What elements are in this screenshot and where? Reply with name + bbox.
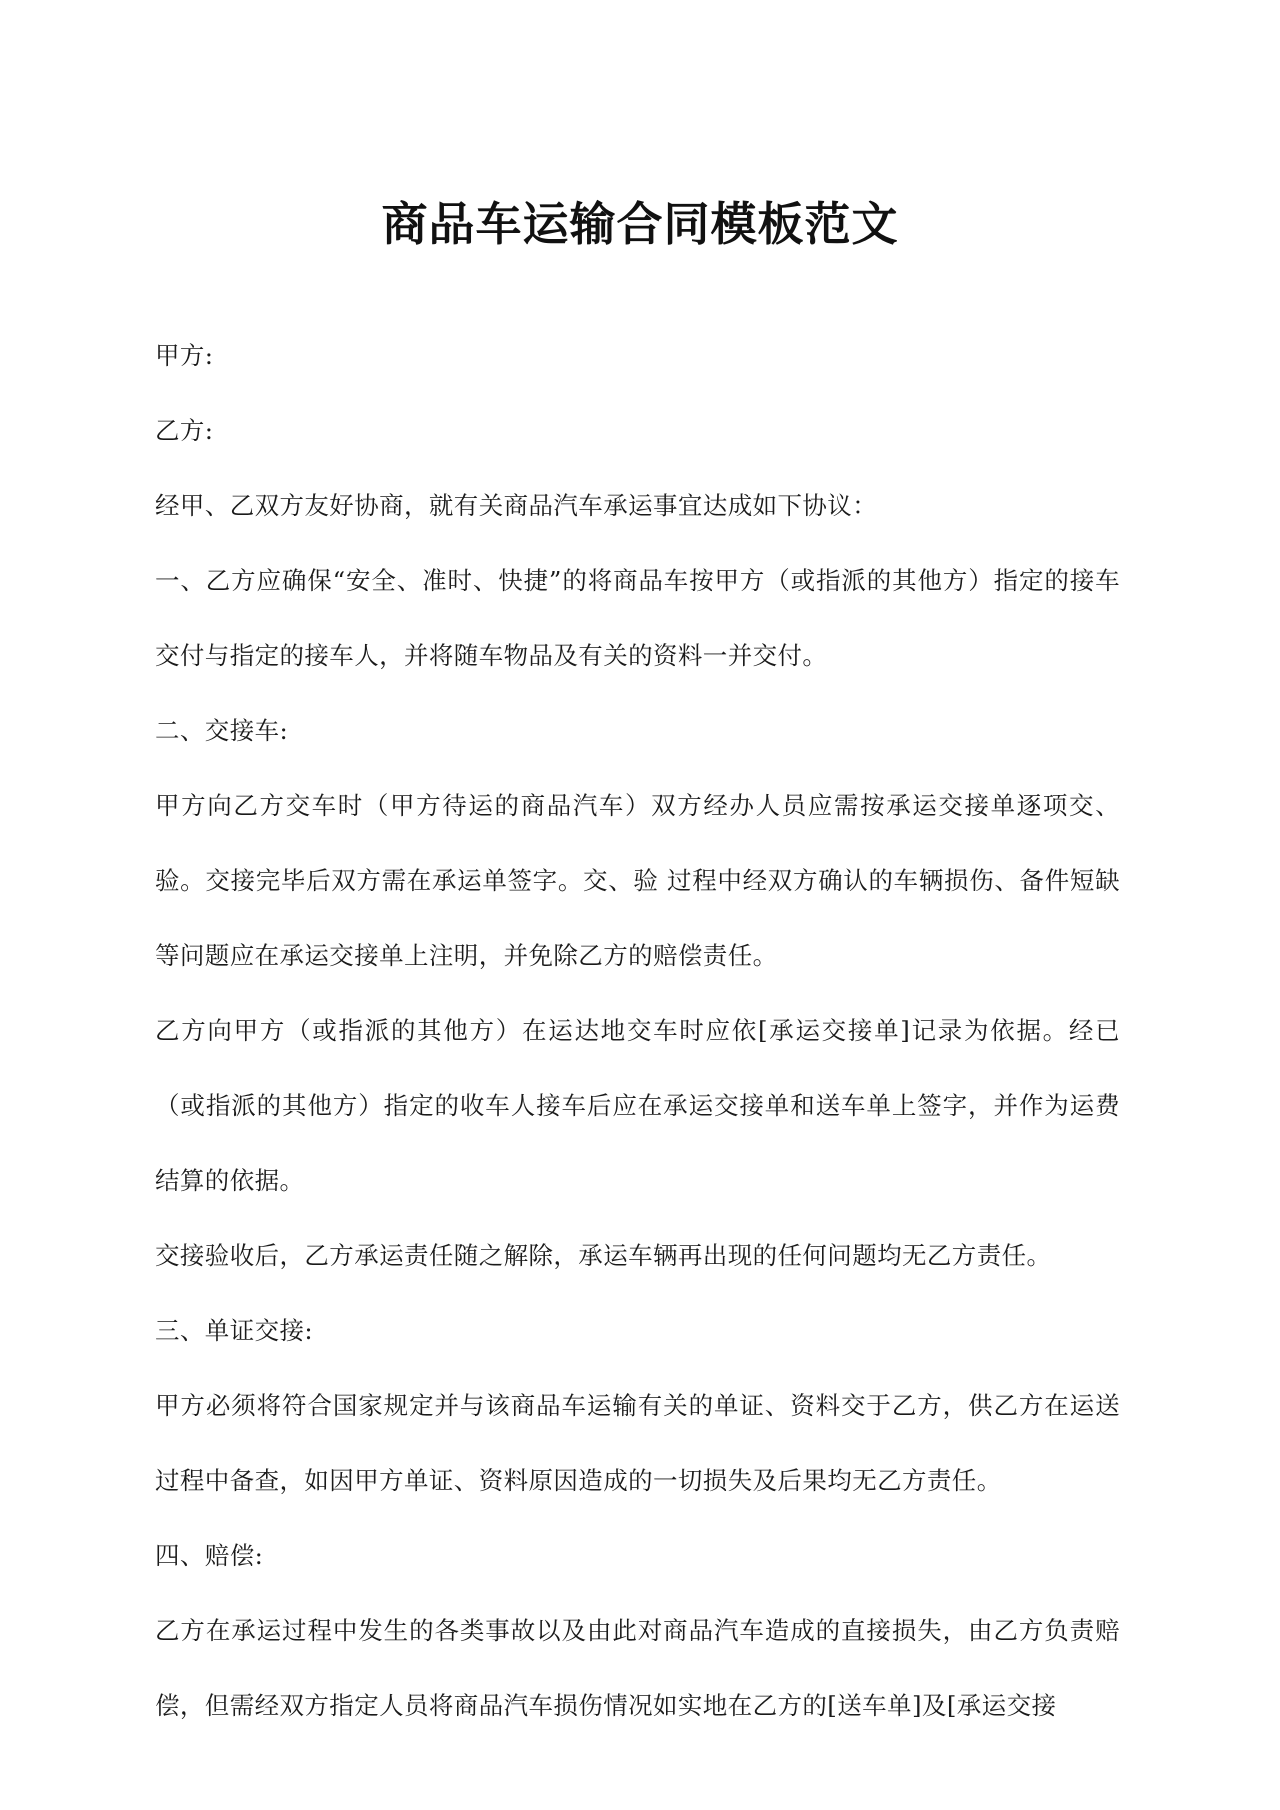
clause-2-paragraph-2: 乙方向甲方（或指派的其他方）在运达地交车时应依[承运交接单]记录为依据。经已（或指派的其他方）指定的收车人接车后应在承运交接单和送车单上签字，并作为运费结算的依据。 — [155, 1016, 1120, 1195]
preamble-paragraph: 经甲、乙双方友好协商，就有关商品汽车承运事宜达成如下协议： — [155, 491, 878, 520]
document-title: 商品车运输合同模板范文 — [381, 196, 899, 251]
party-b-line: 乙方: — [155, 416, 214, 445]
document-body — [155, 318, 1120, 1743]
party-a-line: 甲方: — [155, 341, 214, 370]
clause-4-paragraph: 乙方在承运过程中发生的各类事故以及由此对商品汽车造成的直接损失，由乙方负责赔偿，但需经双方指定人员将商品汽车损伤情况如实地在乙方的[送车单]及[承运交接 — [155, 1616, 1120, 1720]
clause-2-heading: 二、交接车: — [155, 716, 289, 745]
clause-2-paragraph-3: 交接验收后，乙方承运责任随之解除，承运车辆再出现的任何问题均无乙方责任。 — [155, 1241, 1052, 1270]
clause-2-paragraph-1: 甲方向乙方交车时（甲方待运的商品汽车）双方经办人员应需按承运交接单逐项交、验。交接完毕后双方需在承运单签字。交、验 过程中经双方确认的车辆损伤、备件短缺等问题应在承运交接单上注明，并免除乙方的赔偿责任。 — [155, 791, 1120, 970]
clause-1-paragraph: 一、乙方应确保“安全、准时、快捷”的将商品车按甲方（或指派的其他方）指定的接车交付与指定的接车人，并将随车物品及有关的资料一并交付。 — [155, 566, 1120, 670]
clause-3-heading: 三、单证交接: — [155, 1316, 314, 1345]
clause-3-paragraph: 甲方必须将符合国家规定并与该商品车运输有关的单证、资料交于乙方，供乙方在运送过程中备查，如因甲方单证、资料原因造成的一切损失及后果均无乙方责任。 — [155, 1391, 1120, 1495]
clause-4-heading: 四、赔偿: — [155, 1541, 264, 1570]
